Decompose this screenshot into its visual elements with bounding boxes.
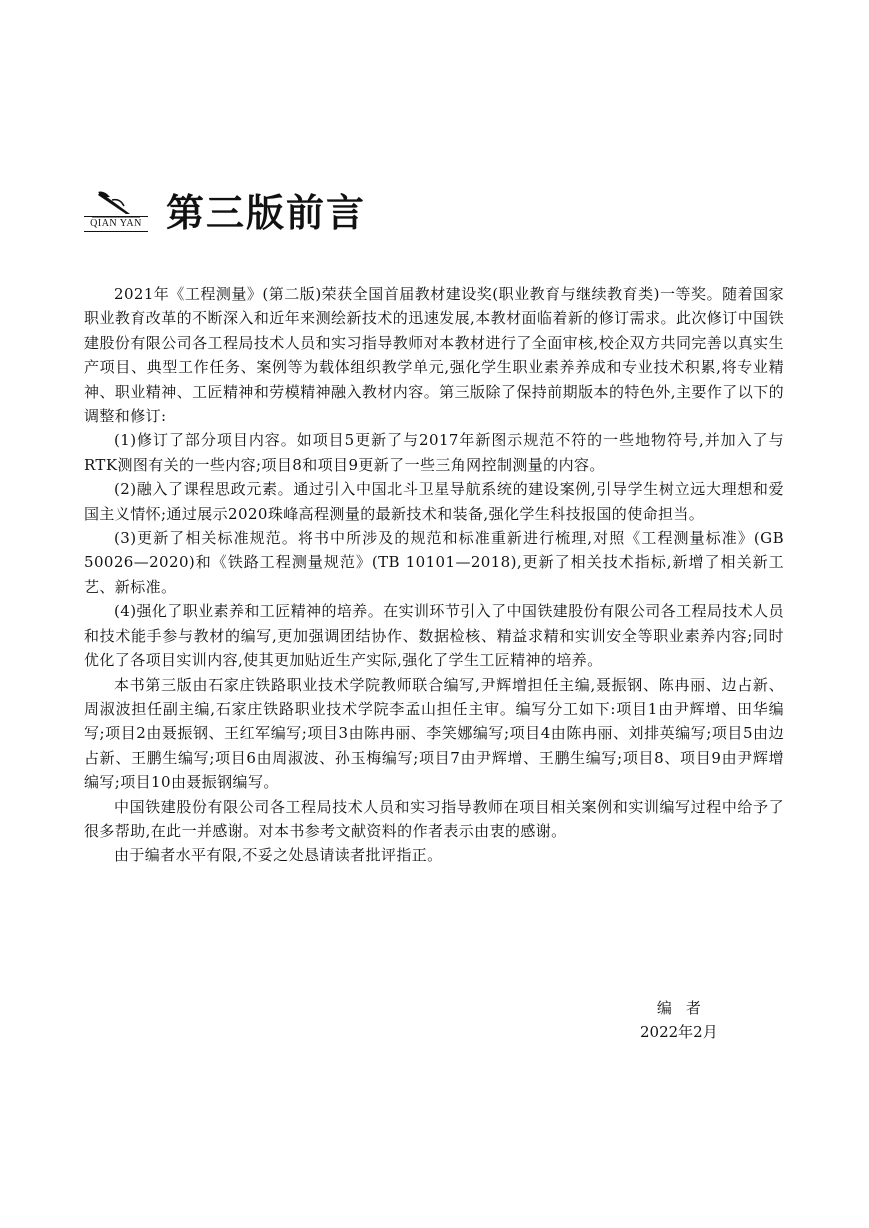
page-title: 第三版前言 [166, 191, 367, 235]
paragraph-authors: 本书第三版由石家庄铁路职业技术学院教师联合编写,尹辉增担任主编,聂振钢、陈冉丽、边占新、周淑波担任副主编,石家庄铁路职业技术学院李孟山担任主审。编写分工如下:项目1由尹辉增、田华编写;项目2由聂振钢、王红军编写;项目3由陈冉丽、李笑娜编写;项目4由陈冉丽、刘排英编写;项目5由边占新、王鹏生编写;项目6由周淑波、孙玉梅编写;项目7由尹辉增、王鹏生编写;项目8、项目9由尹辉增编写;项目10由聂振钢编写。 [84, 675, 784, 792]
logo-text: QIAN YAN [84, 216, 148, 232]
preface-header [84, 182, 366, 237]
signature-date: 2022年2月 [640, 1023, 718, 1041]
preface-body [84, 282, 784, 868]
paragraph-item-3: (3)更新了相关标准规范。将书中所涉及的规范和标准重新进行梳理,对照《工程测量标准》(GB 50026—2020)和《铁路工程测量规范》(TB 10101—2018),更新了相关技术指标,新增了相关新工艺、新标准。 [84, 529, 784, 596]
quill-pen-icon [90, 188, 142, 218]
paragraph-item-4: (4)强化了职业素养和工匠精神的培养。在实训环节引入了中国铁建股份有限公司各工程局技术人员和技术能手参与教材的编写,更加强调团结协作、数据检核、精益求精和实训安全等职业素养内容;同时优化了各项目实训内容,使其更加贴近生产实际,强化了学生工匠精神的培养。 [84, 602, 784, 670]
qian-yan-logo [84, 188, 148, 232]
paragraph-intro: 2021年《工程测量》(第二版)荣获全国首届教材建设奖(职业教育与继续教育类)一等奖。随着国家职业教育改革的不断深入和近年来测绘新技术的迅速发展,本教材面临着新的修订需求。此次修订中国铁建股份有限公司各工程局技术人员和实习指导教师对本教材进行了全面审核,校企双方共同完善以真实生产项目、典型工作任务、案例等为载体组织教学单元,强化学生职业素养养成和专业技术积累,将专业精神、职业精神、工匠精神和劳模精神融入教材内容。第三版除了保持前期版本的特色外,主要作了以下的调整和修订: [84, 285, 784, 426]
paragraph-item-2: (2)融入了课程思政元素。通过引入中国北斗卫星导航系统的建设案例,引导学生树立远大理想和爱国主义情怀;通过展示2020珠峰高程测量的最新技术和装备,强化学生科技报国的使命担当。 [84, 480, 784, 523]
paragraph-item-1: (1)修订了部分项目内容。如项目5更新了与2017年新图示规范不符的一些地物符号,并加入了与RTK测图有关的一些内容;项目8和项目9更新了一些三角网控制测量的内容。 [84, 431, 784, 474]
signature-author: 编者 [656, 999, 715, 1017]
signature-block [640, 996, 718, 1044]
paragraph-acknowledgement: 中国铁建股份有限公司各工程局技术人员和实习指导教师在项目相关案例和实训编写过程中给予了很多帮助,在此一并感谢。对本书参考文献资料的作者表示由衷的感谢。 [84, 797, 784, 840]
paragraph-closing: 由于编者水平有限,不妥之处恳请读者批评指正。 [114, 846, 443, 865]
